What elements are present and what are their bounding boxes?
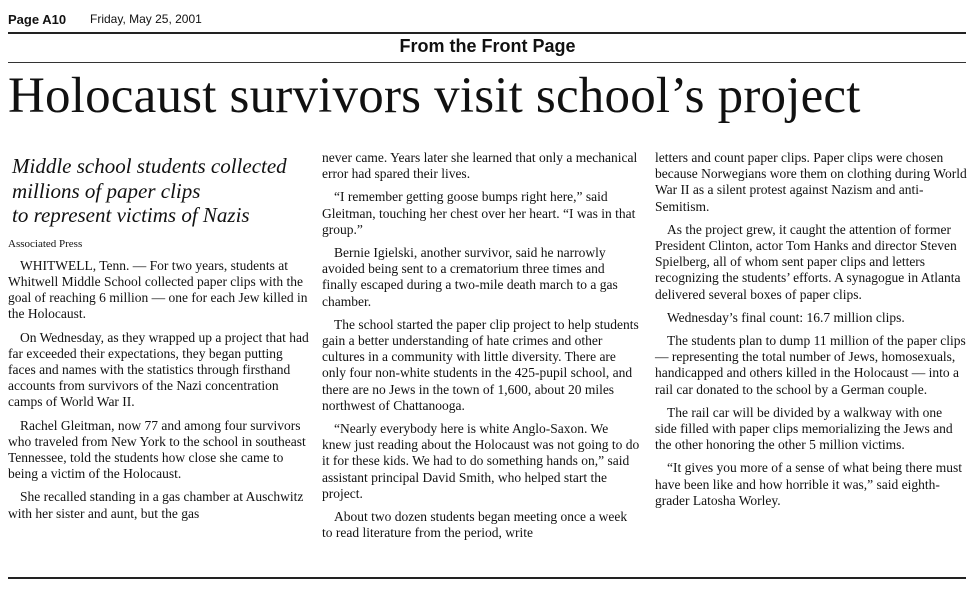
- paragraph: Rachel Gleitman, now 77 and among four survivors who traveled from New York to the school in southeast Tennessee, told the students how close she came to being a victim of the Holocaust.: [8, 417, 306, 482]
- header-rule: [8, 32, 966, 34]
- deck-line: to represent victims of Nazis: [12, 203, 250, 227]
- paragraph: “Nearly everybody here is white Anglo-Saxon. We knew just reading about the Holocaust was not going to do it for these kids. We had to do something hands on,” said assistant principal David Smith, who helped start the project.: [322, 421, 640, 501]
- deck-line: Middle school students collected: [12, 154, 287, 178]
- page-number: Page A10: [8, 12, 67, 27]
- paragraph: WHITWELL, Tenn. — For two years, students at Whitwell Middle School collected paper clips with the goal of reaching 6 million — one for each Jew killed in the Holocaust.: [8, 257, 308, 322]
- footer-rule: [8, 577, 966, 579]
- paragraph: letters and count paper clips. Paper clips were chosen because Norwegians wore them on clothing during World War II as a silent protest against Nazism and anti-Semitism.: [655, 150, 967, 214]
- section-kicker: From the Front Page: [399, 36, 576, 56]
- paragraph: Wednesday’s final count: 16.7 million clips.: [667, 309, 905, 325]
- paragraph: The rail car will be divided by a walkway with one side filled with paper clips memorializing the Jews and the other honoring the other 5 million victims.: [655, 404, 953, 453]
- article-column-2: [322, 150, 640, 548]
- paragraph: On Wednesday, as they wrapped up a project that had far exceeded their expectations, they began putting faces and names with the statistics through firsthand accounts from survivors of the Nazi concentration camps of World War II.: [8, 329, 309, 410]
- paragraph: never came. Years later she learned that only a mechanical error had spared their lives.: [322, 150, 638, 182]
- deck: [8, 154, 310, 228]
- paragraph: Bernie Igielski, another survivor, said he narrowly avoided being sent to a crematorium three times and finally escaped during a two-mile death march to a gas chamber.: [322, 245, 618, 309]
- headline: Holocaust survivors visit school’s project: [8, 68, 861, 124]
- paragraph: As the project grew, it caught the attention of former President Clinton, actor Tom Hanks and director Steven Spielberg, all of whom sent paper clips and letters recognizing the students’ efforts. A synagogue in Atlanta delivered several boxes of paper clips.: [655, 221, 961, 302]
- byline: Associated Press: [8, 237, 83, 250]
- paragraph: “It gives you more of a sense of what being there must have been like and how horrible it was,” said eighth-grader Latosha Worley.: [655, 460, 963, 508]
- kicker-rule: [8, 62, 966, 63]
- paragraph: The students plan to dump 11 million of the paper clips — representing the total number of Jews, homosexuals, handicapped and others killed in the Holocaust — into a rail car donated to the school by a German couple.: [655, 333, 966, 397]
- publication-date: Friday, May 25, 2001: [90, 12, 202, 26]
- article-column-1: [8, 148, 310, 529]
- paragraph: She recalled standing in a gas chamber at Auschwitz with her sister and aunt, but the gas: [8, 489, 304, 521]
- article-column-3: [655, 150, 967, 516]
- paragraph: The school started the paper clip project to help students gain a better understanding of hate crimes and other cultures in a community with little diversity. There are only four non-white students in the 425-pupil school, and there are no Jews in the town of 1,600, about 20 miles northwest of Chattanooga.: [322, 316, 639, 413]
- paragraph: About two dozen students began meeting once a week to read literature from the period, write: [322, 509, 628, 541]
- deck-line: millions of paper clips: [12, 178, 201, 203]
- paragraph: “I remember getting goose bumps right here,” said Gleitman, touching her chest over her heart. “I was in that group.”: [322, 189, 636, 237]
